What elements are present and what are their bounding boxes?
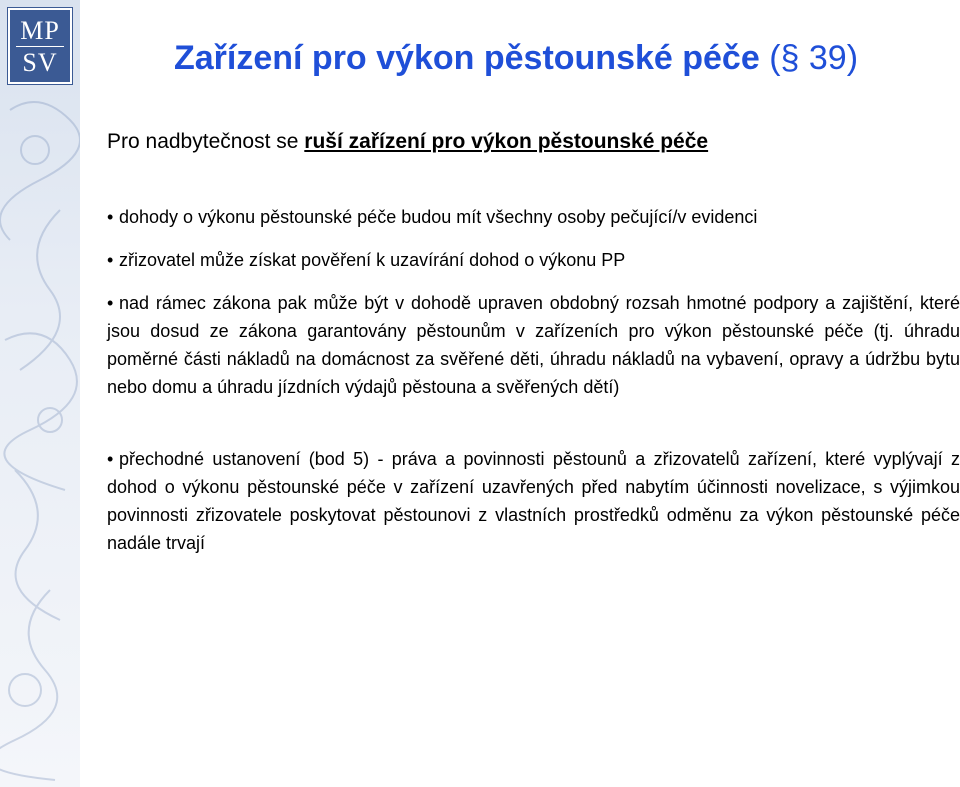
logo-line-2: SV bbox=[22, 48, 58, 77]
bullet-marker: • bbox=[107, 250, 114, 270]
bullet-text: nad rámec zákona pak může být v dohodě upraven obdobný rozsah hmotné podpory a zajištění, které jsou dosud ze zákona garantovány pěstounům v zařízeních pro výkon pěstounské péče (tj. úhradu poměrné části nákladů na domácnost za svěřené děti, úhradu nákladů na vybavení, opravy a údržbu bytu nebo domu a úhradu jízdních výdajů pěstouna a svěřených dětí) bbox=[107, 293, 960, 397]
mpsv-logo bbox=[8, 8, 72, 84]
bullet-item bbox=[107, 289, 960, 401]
bullet-item bbox=[107, 445, 960, 557]
sidebar-decoration bbox=[0, 0, 80, 787]
page-title bbox=[174, 39, 858, 78]
logo-line-1: MP bbox=[20, 16, 60, 45]
page-title-main: Zařízení pro výkon pěstounské péče bbox=[174, 39, 760, 77]
bullet-marker: • bbox=[107, 449, 114, 469]
bullet-text: přechodné ustanovení (bod 5) - práva a povinnosti pěstounů a zřizovatelů zařízení, které vyplývají z dohod o výkonu pěstounské péče v zařízení uzavřených před nabytím účinnosti novelizace, s výjimkou povinnosti zřizovatele poskytovat pěstounovi z vlastních prostředků odměnu za výkon pěstounské péče nadále trvají bbox=[107, 449, 960, 553]
page-title-ref: (§ 39) bbox=[769, 39, 859, 77]
intro-lead: Pro nadbytečnost se bbox=[107, 130, 305, 153]
watermark-pattern bbox=[0, 90, 80, 787]
bullet-item bbox=[107, 203, 960, 231]
intro-line bbox=[107, 130, 708, 154]
logo-separator bbox=[16, 46, 64, 47]
bullet-text: dohody o výkonu pěstounské péče budou mít všechny osoby pečující/v evidenci bbox=[119, 207, 758, 227]
intro-emphasis: ruší zařízení pro výkon pěstounské péče bbox=[304, 130, 709, 153]
bullet-item bbox=[107, 246, 960, 274]
bullet-text: zřizovatel může získat pověření k uzavírání dohod o výkonu PP bbox=[119, 250, 626, 270]
bullet-marker: • bbox=[107, 207, 114, 227]
bullet-marker: • bbox=[107, 293, 114, 313]
